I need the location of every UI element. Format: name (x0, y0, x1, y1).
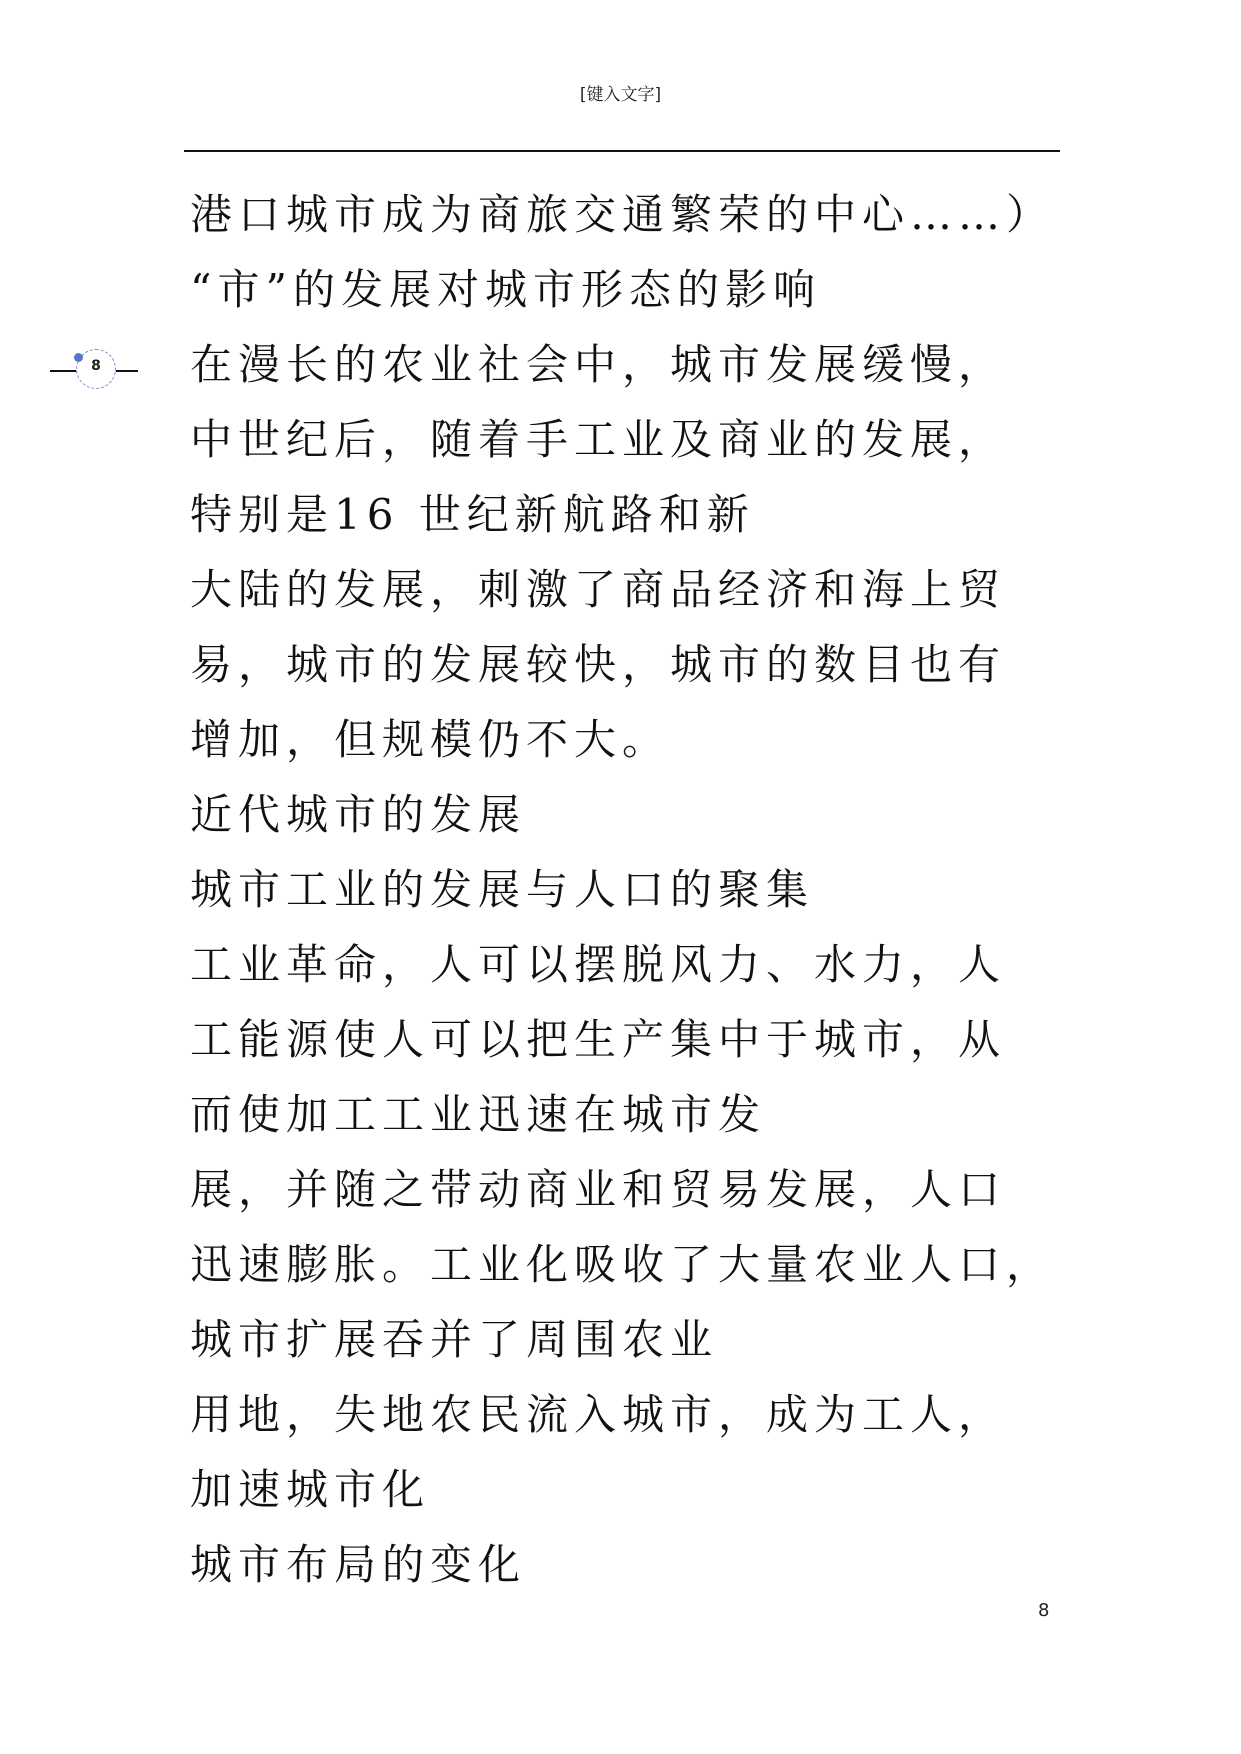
body-line: 工业革命，人可以摆脱风力、水力，人 (190, 940, 1007, 989)
page-header: [键入文字] (579, 85, 662, 105)
body-line: 用地，失地农民流入城市，成为工人， (190, 1390, 1007, 1439)
body-line: 工能源使人可以把生产集中于城市，从 (190, 1015, 1007, 1064)
body-text (190, 177, 1090, 1602)
body-line: 增加，但规模仍不大。 (190, 715, 671, 764)
body-line: 易，城市的发展较快，城市的数目也有 (190, 640, 1007, 689)
body-line: 城市工业的发展与人口的聚集 (190, 865, 815, 914)
header-rule (184, 150, 1060, 152)
body-line: 城市布局的变化 (190, 1540, 527, 1589)
body-line: 城市扩展吞并了周围农业 (190, 1315, 719, 1364)
body-line: “市”的发展对城市形态的影响 (190, 265, 821, 314)
body-line: 大陆的发展，刺激了商品经济和海上贸 (190, 565, 1007, 614)
marker-page-number: 8 (91, 358, 101, 374)
body-line: 而使加工工业迅速在城市发 (190, 1090, 767, 1139)
body-line: 加速城市化 (190, 1465, 431, 1514)
body-line: 在漫长的农业社会中，城市发展缓慢， (190, 340, 1007, 389)
body-line: 展，并随之带动商业和贸易发展，人口 (190, 1165, 1007, 1214)
body-line: 港口城市成为商旅交通繁荣的中心……） (190, 190, 1055, 239)
page-marker (50, 345, 142, 397)
body-line: 迅速膨胀。工业化吸收了大量农业人口， (190, 1240, 1055, 1289)
body-line: 中世纪后，随着手工业及商业的发展， (190, 415, 1007, 464)
body-line: 特别是16 世纪新航路和新 (190, 490, 755, 539)
body-line: 近代城市的发展 (190, 790, 527, 839)
page-number: 8 (1038, 1600, 1050, 1621)
